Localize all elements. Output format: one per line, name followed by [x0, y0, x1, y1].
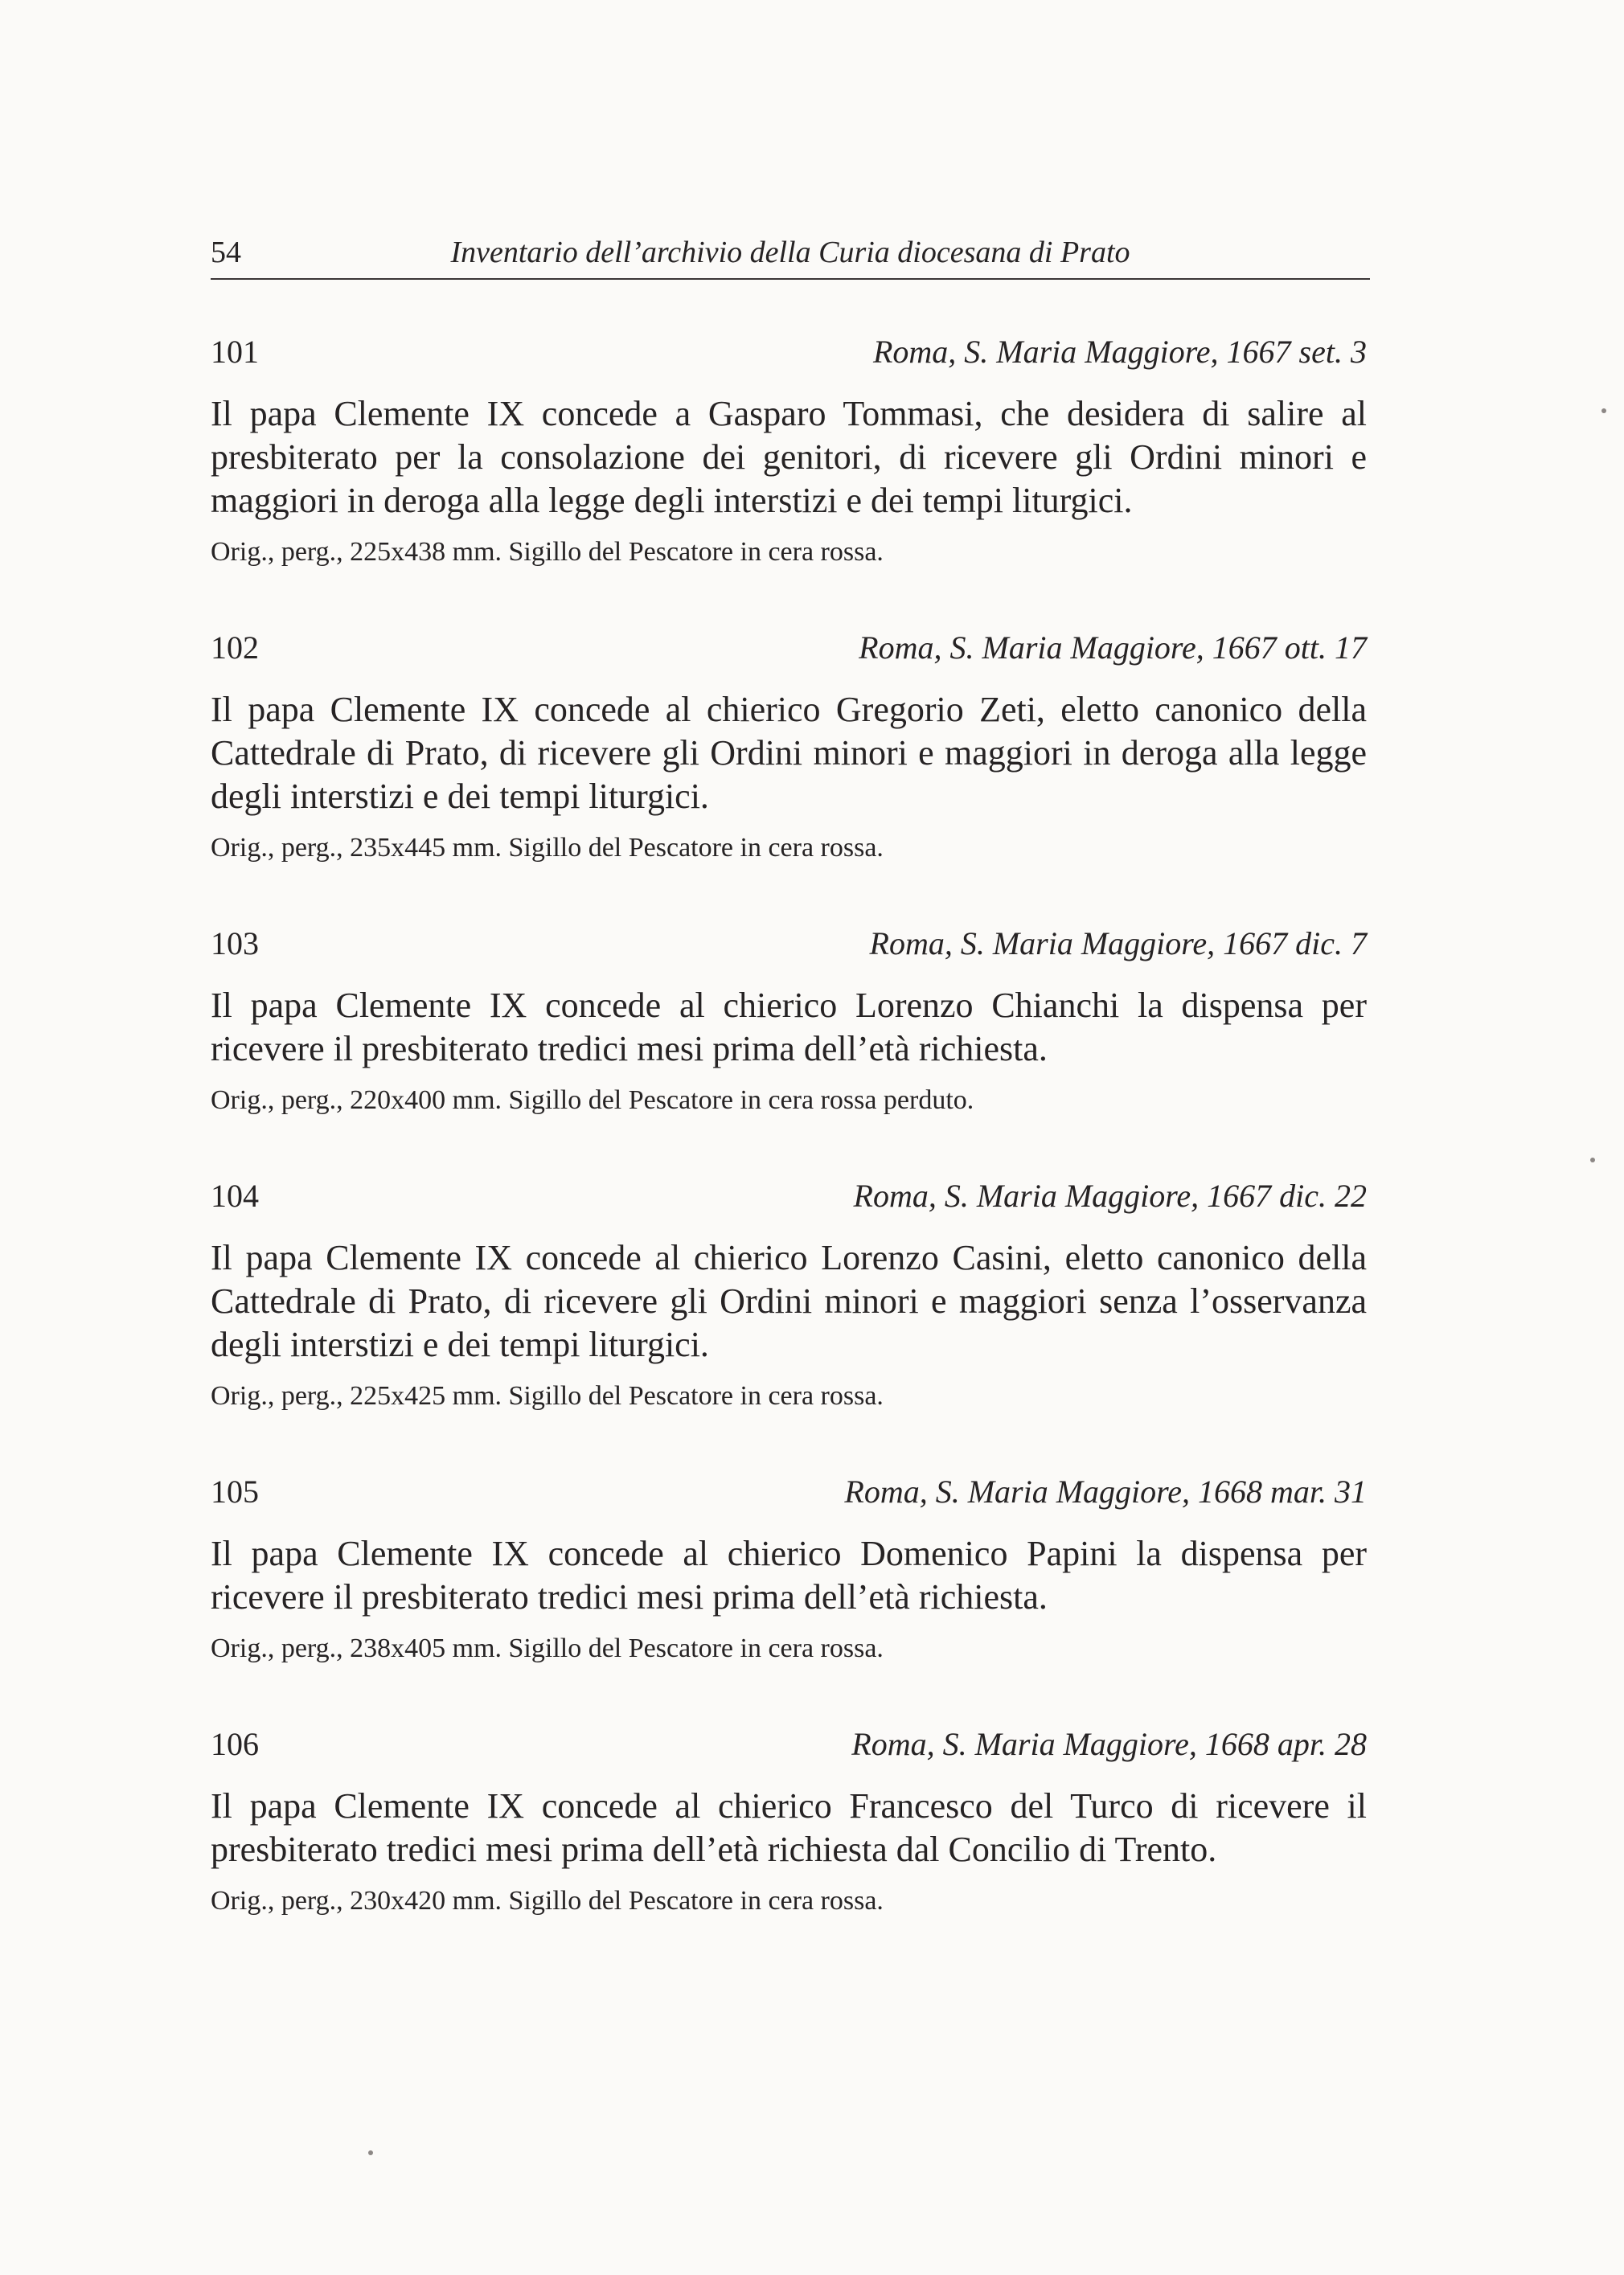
scan-speck — [368, 2150, 373, 2155]
scan-speck — [1601, 408, 1606, 413]
entry-102 — [211, 625, 1367, 867]
entry-place-date: Roma, S. Maria Maggiore, 1668 apr. 28 — [851, 1726, 1367, 1762]
entry-place-date: Roma, S. Maria Maggiore, 1667 set. 3 — [872, 334, 1367, 370]
entry-description: Orig., perg., 225x438 mm. Sigillo del Pescatore in cera rossa. — [211, 537, 884, 567]
running-title: Inventario dell’archivio della Curia diocesana di Prato — [450, 236, 1130, 269]
entry-summary: Il papa Clemente IX concede al chierico Lorenzo Chianchi la dispensa per ricevere il presbiterato tredici mesi prima dell’età richiesta. — [211, 986, 1367, 1068]
entry-103 — [211, 921, 1367, 1119]
entry-heading — [211, 1470, 1367, 1515]
entry-106 — [211, 1722, 1367, 1920]
entry-place-date: Roma, S. Maria Maggiore, 1667 ott. 17 — [859, 629, 1367, 666]
entry-description: Orig., perg., 238x405 mm. Sigillo del Pescatore in cera rossa. — [211, 1633, 884, 1663]
entry-description: Orig., perg., 235x445 mm. Sigillo del Pescatore in cera rossa. — [211, 833, 884, 863]
entry-description: Orig., perg., 230x420 mm. Sigillo del Pescatore in cera rossa. — [211, 1886, 884, 1916]
entry-place-date: Roma, S. Maria Maggiore, 1667 dic. 22 — [853, 1178, 1367, 1214]
entry-summary: Il papa Clemente IX concede a Gasparo Tommasi, che desidera di salire al presbiterato per la consolazione dei genitori, di ricevere gli Ordini minori e maggiori in deroga alla legge degli interstizi e dei tempi liturgici. — [211, 394, 1367, 520]
entry-105 — [211, 1470, 1367, 1667]
entry-number: 102 — [211, 629, 259, 666]
entry-number: 104 — [211, 1178, 259, 1214]
page-number: 54 — [211, 236, 241, 269]
entry-number: 106 — [211, 1726, 259, 1762]
entry-summary: Il papa Clemente IX concede al chierico Lorenzo Casini, eletto canonico della Cattedrale di Prato, di ricevere gli Ordini minori e maggiori senza l’osservanza degli interstizi e dei tempi liturgici. — [211, 1238, 1367, 1364]
entry-summary: Il papa Clemente IX concede al chierico Domenico Papini la dispensa per ricevere il presbiterato tredici mesi prima dell’età richiesta. — [211, 1534, 1367, 1617]
entry-heading — [211, 1722, 1367, 1767]
entry-description: Orig., perg., 220x400 mm. Sigillo del Pescatore in cera rossa perduto. — [211, 1085, 974, 1115]
entry-101 — [211, 330, 1367, 571]
entry-heading — [211, 921, 1367, 966]
entry-place-date: Roma, S. Maria Maggiore, 1667 dic. 7 — [869, 925, 1367, 961]
entry-number: 103 — [211, 925, 259, 961]
page-header — [211, 232, 1370, 280]
entry-summary: Il papa Clemente IX concede al chierico Gregorio Zeti, eletto canonico della Cattedrale di Prato, di ricevere gli Ordini minori e maggiori in deroga alla legge degli interstizi e dei tempi liturgici. — [211, 690, 1367, 816]
entry-description: Orig., perg., 225x425 mm. Sigillo del Pescatore in cera rossa. — [211, 1381, 884, 1411]
entry-place-date: Roma, S. Maria Maggiore, 1668 mar. 31 — [844, 1474, 1367, 1510]
entry-number: 101 — [211, 334, 259, 370]
entry-number: 105 — [211, 1474, 259, 1510]
entry-list — [211, 330, 1367, 1974]
entry-heading — [211, 625, 1367, 670]
scan-speck — [1590, 1158, 1595, 1162]
entry-heading — [211, 1174, 1367, 1219]
entry-104 — [211, 1174, 1367, 1415]
entry-summary: Il papa Clemente IX concede al chierico Francesco del Turco di ricevere il presbiterato tredici mesi prima dell’età richiesta dal Concilio di Trento. — [211, 1786, 1367, 1869]
entry-heading — [211, 330, 1367, 375]
